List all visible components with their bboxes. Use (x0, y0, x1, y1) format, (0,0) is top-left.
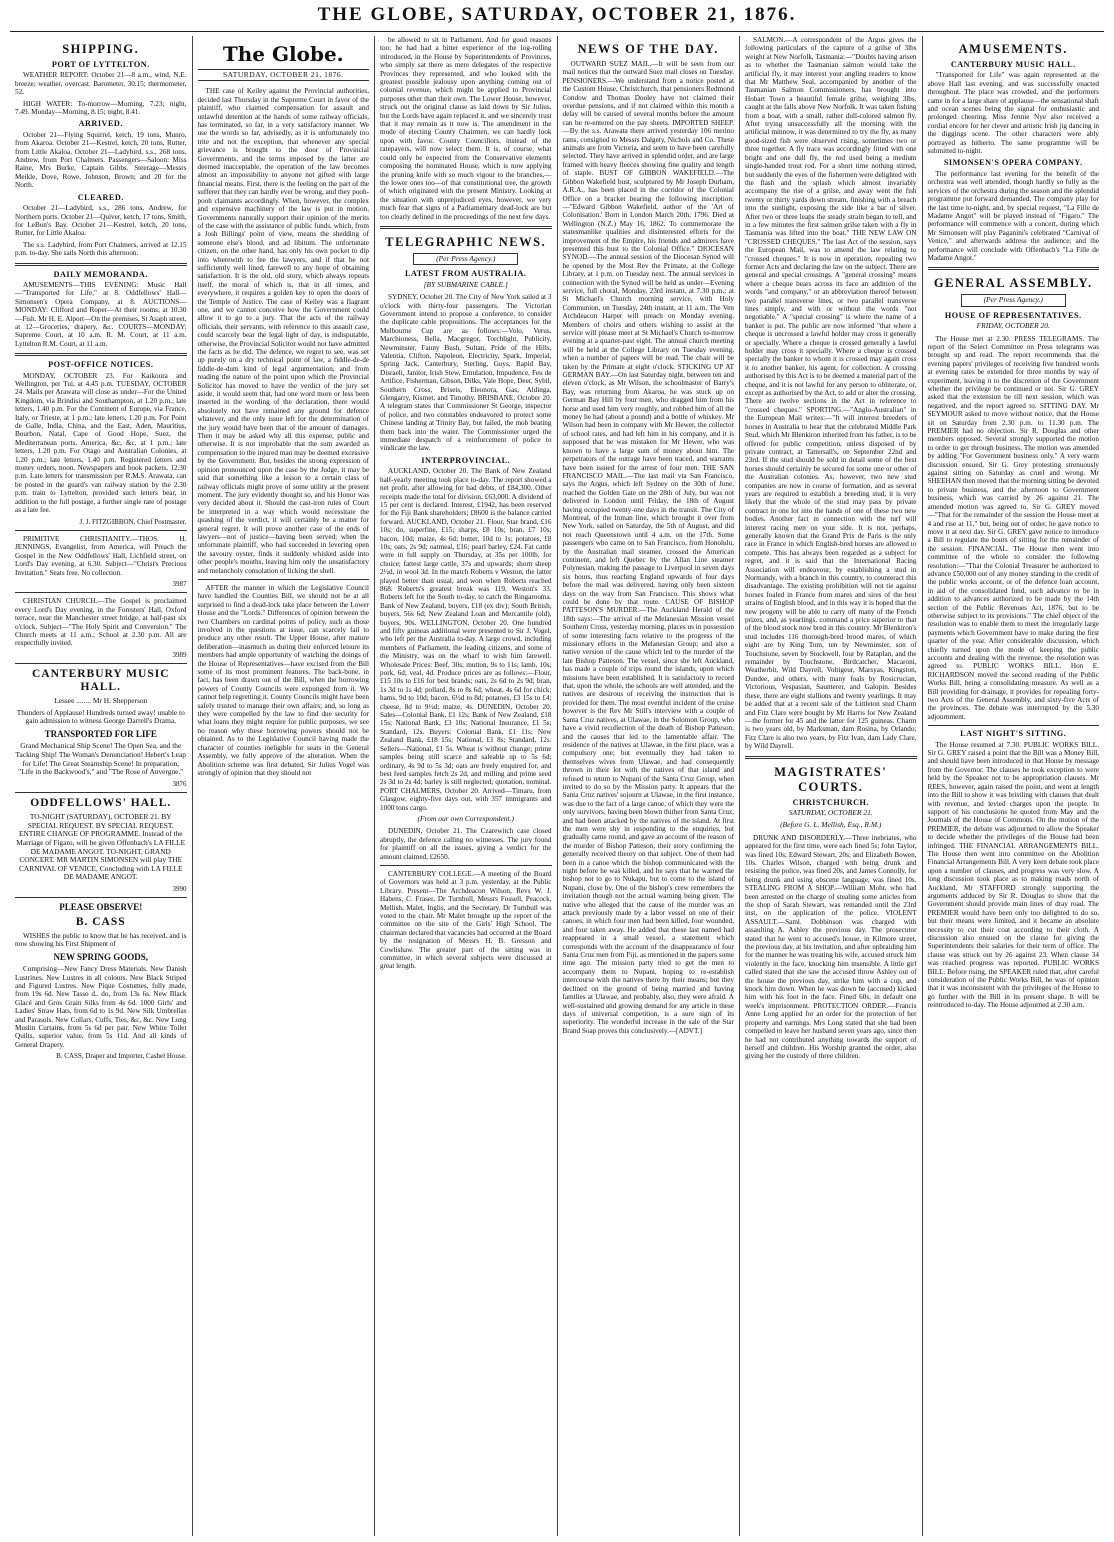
cass-goods: NEW SPRING GOODS, (53, 951, 149, 962)
column-news (558, 36, 741, 1536)
correspondent-label: (From our own Correspondent.) (417, 813, 515, 823)
port-heading: PORT OF LYTTELTON. (51, 60, 150, 69)
telegraphic-heading: TELEGRAPHIC NEWS. (385, 234, 547, 249)
last-sitting-body: The House resumed at 7.30. PUBLIC WORKS BILL. Sir G. GREY raised a point that the Bill was a Money Bill, and should have been introduced in that House by message from the Governor. The clauses he took exception to were held by the Speaker not to be appropriation clauses. Mr REES, however, again raised the point, and went at length into the Bill to show it was bristling with clauses that dealt with revenue, and levied charges upon the people. In support of his conclusions he quoted from May and the Journals of the House of Commons. On the motion of the PREMIER, the debate was adjourned to allow the Speaker to decide whether the privileges of the House had been infringed. THE FINANCIAL ARRANGEMENTS BILL. The House then went into committee on the Abolition Financial Arrangements Bill. A very keen debate took place upon a number of clauses, and progress was very slow. A long discussion took place as to making roads north of Auckland, Mr STAFFORD strongly supporting the arguments adduced by Sir R. Douglas to show that the Government should provide main lines of dray road. The PREMIER would have been only too delighted to do so, but their means were limited, and it became an absolute necessity to cut their coat according to their cloth. A discussion also ensued on the clause for giving the Superintendents their salaries for their term of office. The clause was struck out by 26 against 23. When clause 34 was reached progress was reported. PUBLIC WORKS BILL. Before rising, the SPEAKER ruled that, after careful consideration of the Public Works Bill, he was of opinion that it was inconsistent with the privileges of the House to go further with the Bill in its present shape. It will be reintroduced to-day. The House adjourned at 2.30 a.m. (927, 740, 1099, 1010)
postmaster-signature: J. J. FITZGIBBON, Chief Postmaster. (79, 517, 187, 526)
interprovincial-heading: INTERPROVINCIAL. (421, 455, 511, 465)
music-hall-lessee: Lessee ........ Mr H. Shepperson (54, 696, 148, 706)
column-shipping (10, 36, 193, 1536)
magistrates-heading: MAGISTRATES' COURTS. (774, 764, 888, 794)
news-body: OUTWARD SUEZ MAIL.—It will be seen from our mail notices that the outward Suez mail closes on Tuesday. PENSIONERS.—We understand from a notice posted at the Custom House, Christchurch, that pensioners Redmond Condow and Thomas Dooley have not claimed their overdue pensions, and if not claimed within this month a delay will be caused of several months before the amount can be re-entered on the pay sheets. IMPORTED SHEEP.—By the s.s. Arawata there arrived yesterday 106 merino rams, consigned to Messrs Dalgety, Nichols and Co. These animals are from Victoria, and seem to have been carefully selected. They have arrived in splendid order, and are large framed with heavy fleeces showing fine quality and length of staple. BUST OF GIBBON WAKEFIELD.—The Gibbon Wakefield bust, sculptured by Mr Joseph Durham, A.R.A., has been placed in the corridor of the Colonial Office on a bracket bearing the following inscription:—"Edward Gibbon Wakefield, author of the 'Art of Colonisation.' Born in London March 20th, 1796. Died at Wellington (N.Z.) May 16, 1862. To commemorate the statesmanlike qualities and disinterested efforts for the improvement of the Empire, his friends and admirers have presented this bust to the Colonial Office." DIOCESAN SYNOD.—The annual session of the Diocesan Synod will be opened by the Most Rev the Primate, at the College Library, at 1 p.m. on Tuesday next. The annual services in connection with the Synod will be held as under—Evening service, full choral, Monday, 23rd instant, at 7.30 p.m.; at St Michael's Church morning service, with Holy Communion, on Tuesday, 24th instant, at 11 a.m. The Ven Archdeacon Harper will preach on Monday evening. Members of choirs and others wishing to assist at the service will please meet at St Michael's Church to-morrow evening at a quarter-past eight. The annual church meeting will be held at the College Library on Tuesday evening, when a number of papers will be read. The chair will be taken by the Primate at eight o'clock. STICKING UP AT GERMAN BAY.—On last Saturday night, between ten and eleven o'clock, as Mr Wilson, the schoolmaster of Barry's Bay, was returning from Akaroa, he was stuck up on German Bay Hill by four men, who dragged him from his horse and used him very roughly, and robbed him of all the money he had (about a pound) and a bottle of whiskey. Mr Wilson had been in company with Mr Hewer, the collector of school rates, and had left him in his company, and it is supposed that he was mistaken for Mr Hewer, who was known to have a large sum of money about him. The perpetrators of the outrage have been traced, and warrants have been issued for the arrest of four men. THE SAN FRANCISCO MAIL.—The last mail via San Francisco, says the Argus, which left Sydney on the 30th of June, reached the Golden Gate on the 28th of July, but was not delivered in London until Friday, the 18th of August having occupied twenty-one days in the transit. The City of Montreal, of the Inman line, which brought it over from New York, sailed on Saturday, the 5th of August, and did not reach Queenstown until 4 a.m. on the 17th. Some passengers who came on to San Francisco, from Honolulu, by the Australian mail steamer, crossed the American continent, and left Quebec by the Allan Line steamer Polynesian, making the passage to Liverpool in seven days six hours, thus reaching England upwards of four days before the mail was delivered, having only been sixteen days on the way from San Francisco. This shows what could be done by that route. CAUSE OF BISHOP PATTESON'S MURDER.—The Auckland Herald of the 18th says:—The arrival of the Melanesian Mission vessel Southern Cross, yesterday morning, places us in possession of some interesting facts relative to the progress of the missionary efforts in the Melanesian Group; and also a native version of the cause which led to the murder of the late Bishop Patteson. The vessel, since she left Auckland, has made a couple of trips round the islands, upon which missions have been established. It is satisfactory to record that, upon the whole, the schools are well attended, and the natives are desirous of receiving the instruction that is provided for them. The most eventful incident of the cruise however is the Rev Mr Still's interview with a couple of Santa Cruz natives, at Ulawae, in the Solomon Group, who have a vivid recollection of the death of Bishop Patteson, and the causes that led to the lamentable affair. The residence of the natives at Ulawae, in the first place, was a compulsory one; but eventually they had taken to themselves wives from Ulawae, and had consequently thrown in their lot with the natives of that island and refused to return to Nupani of the Santa Cruz Group, when invited to do so by the Mission party. It appears that the Santa Cruz natives' sojourn at Ulawae, in the first instance, was due to the fact of a large canoe, of which they were the only survivors, having been blown thither from Santa Cruz, and had been attacked by the natives of the island. At first the men were shy in responding to the enquiries, but gradually came round, and gave an account of the reason of the murder of Bishop Patteson, their story confirming the generally received theory on that subject. One of them had been in a canoe which the bishop communicated with the night before he was killed, and he says that he warned the bishop not to go to Nukapu, but to come to the island of Nupani, close by. One of the bishop's crew remembers the invitation though not the actual warning being given. The native who alleged that the cause of the murder was an attack previously made by a labor vessel on one of their canoes, in which four men had been killed, four wounded, and four taken away. He added that these last named had reappeared in a small vessel, a statement which corresponds with the account of the disappearance of four Santa Cruz men from Fiji, as mentioned in the papers some time ago. The mission party tried to get the men to accompany them to Nupani, hoping to re-establish intercourse with the natives there by their means; but they declined on the ground of being married and having families at Ulawae, and probably, also, they were afraid. A well-sustained and growing demand for any article in these days of universal competition, is a sure sign of its superiority. The wonderful increase in the sale of the Star Brand Soap proves this conclusively.—[ADVT.] (562, 60, 734, 1035)
cleared-heading: CLEARED. (77, 192, 124, 202)
court-body: DRUNK AND DISORDERLY.—Three inebriates, who appeared for the first time, were each fined 5s; John Taylor, was fined 10s; Edward Stewart, 20s; and Elizabeth Bowen, 10s. Charles Wilson, charged with being drunk and resisting the police, was fined 20s, and James Connolly, for being drunk and using obscene language, was fined 10s. STEALING FROM A SHOP.—William Mohr, who had been arrested on the charge of stealing some articles from the shop of Sarah Stewart, was remanded until the 23rd inst, on the application of the police. VIOLENT ASSAULT.—Saml. Dobbinson was charged with assaulting A. Ashley the previous day. The prosecutor stated that he went to accused's house, in Kilmore street, the previous day, at his invitation, and after upbraiding him for the manner he was treating his wife, accused struck him violently in the face, knocking him insensible. A little girl called stated that she saw the accused throw Ashley out of the house the previous day, strike him with a cup, and knock him down. When he was down he (accused) kicked him with his foot in the face. Fined 60s, in default one week's imprisonment. PROTECTION ORDER.—Francis Anne Long applied for an order for the protection of her property and earnings. Mrs Long stated that she had been compelled to leave her husband seven years ago, since then he had not contributed anything towards the support of herself and children. His Worship granted the order, also giving her the custody of three children. (745, 833, 917, 1061)
cass-title: B. CASS (75, 915, 126, 928)
editorial-keiley: THE case of Keiley against the Provincial authorities, decided last Thursday in the Supreme Court in favor of the plaintiff, who claimed compensation for assault and unlawful detention at the hands of some railway officials, has terminated, so far, in a very satisfactory manner. We use the words so far, advisedly, as it is unfortunately too trite and not the exception, that whenever any special grievance is brought to the door of Provincial Governments, and the terms imposed by the latter are deemed inacceptable, the operation of the law becomes almost an impossibility to anyone not gifted with large financial means. First, there is the feeling on the part of the sufferer that they can hardly ever be wrong, and they pooh-pooh claimants accordingly. When, however, the complex and expensive machinery of the law is put in motion, Governments naturally support their opinion of the merits of the case with the assistance of public funds, which, from a Josh Billings' point of view, means the shedding of someone else's blood, and ad libitum. The unfortunate citizen, on the other hand, has only his own pocket to dip into wherewith to fee the lawyers, and if that be not sufficiently well lined, farewell to any hope of obtaining satisfaction. It is the old, old story, which always repeats itself, the moral of which is, that in all times, and everywhere, it requires a golden key to open the doors of the Temple of Justice. The case of Keiley was a flagrant one, and we cannot conceive how the Government could allow it to go to a jury. That the acts of the railway officials, their servants, with reference to this assault case, could scarcely bear the legal light of day, is indisputable, otherwise, the Provincial Solicitor would not have admitted the facts as he did. The defence, we regret to see, was set up purely on a dry technical point of law, a fiddle-de-de fiddle-de-dum kind of legal argumentation, and from reading the nature of the point upon which the Provincial Solicitor has moved to have the verdict of the jury set aside, it would seem that, had one word more or less been inserted in the wording of the declaration, there would absolutely not have remained any ground for defence whatever, and the only issue left for the determination of the jury would have been that of the amount of damages. Then it may be asked why all this expense, public and otherwise. It is not improbable that the sum awarded as compensation to the injured man may be deemed excessive by the Government. But, besides the strong expression of opinion pronounced upon the case by the Judge, it may be said that something like a lesson to a certain class of railway officials might prove of some utility at the present moment. The jury evidently thought so, and his Honor was very decided about it. Should the cast-iron rules of Court be interpreted in a way which would necessitate the quashing of the verdict, it will certainly be a matter for general regret. It will prove another case of the ends of lawyers—not of justice—having been served; when the unfortunate plaintiff, who had succeeded in levering open the savoury oyster, finds it suddenly whisked aside into other people's mouths, leaving him only the unsatisfactory and melancholy consolation of licking the shell. (197, 87, 369, 575)
cass-list: Comprising—New Fancy Dress Materials. New Danish Lustrines. New Lustres in all colours. New Black Striped and Figured Lustres. New Pique Costumes, fully made, from 19s 6d. New Tasso d.. do, from 13s 6s. New Black Glacé and Gros Grain Silks from 4s 6d. 1000 Girls' and Ladies' Straw Hats, from 6d to 1s 9d. New Silk Umbrellas and Parasols. New Collars, Cuffs, Ties, &c, &c. New Long Muslin Curtains, from 5s 6d per pair. New White Toilet Quilts, superior value, from 5s 11d. And all kinds of General Drapery. (15, 965, 187, 1049)
press-agency: (Per Press Agency.) (413, 253, 518, 265)
cleared-list: October 21—Ladybird, s.s., 286 tons, Andrew, for Northern ports. October 21—Quiver, ketch, 17 tons, Smith, for LeBon's Bay. October 21—Kestrel, ketch, 20 tons, Rutter, for Little Akaloa. (15, 204, 187, 238)
music-hall-ad-title: CANTERBURY MUSIC HALL. (31, 668, 170, 694)
post-office-heading: POST-OFFICE NOTICES. (48, 360, 154, 370)
news-heading: NEWS OF THE DAY. (577, 42, 719, 56)
column-assembly (923, 36, 1105, 1536)
arrived-list: October 21—Flying Squirrel, ketch, 19 tons, Munro, from Akaroa. October 21—Kestrel, ketch, 20 tons, Rutter, from Little Akaloa. October 21—Ladybird, s.s., 268 tons, Andrew, from Port Chalmers. Passengers—Saloon: Miss Raine, Mrs Burke, Captain Gibbs. Steerage—Messrs Meikle, Dove, Rowe, Johnson, Brown; and 20 for the North. (15, 130, 187, 190)
arrived-heading: ARRIVED. (78, 119, 123, 129)
editorial-continued: be allowed to sit in Parliament. And for good reasons too; he had had a bitter experience of the log-rolling introduced, in the House by Superintendents of Provinces, who simply sat there as mere delegates of the respective Provinces they represented, and who looked with the greatest possible jealousy upon anything coming out of colonial revenue, which might be applied to Provincial purposes other than their own. The Lower House, however, struck out the original clause as laid down by Sir Julius, but the Lords have again replaced it, and we sincerely trust that it may remain as it now is. The amendment in the mode of electing County Chairmen, we can hardly look upon with favor. County Councillors, instead of the ratepayers, will now select them. It is, of course, what could only be expected from the Conservative elements composing the nominated House, which is now applying the pruning knife with so much vigour to the branches,—the lower ones too—of that constitutional tree, the growth of which originated with the present Ministry. Looking at the situation with unprejudiced eyes, however, we very much fear that signs of a Parliamentary dead-lock are but too clearly defined in the proceedings of the next few days. (380, 36, 552, 221)
music-hall-scenes: Grand Mechanical Ship Scene! The Open Sea, and the Tacking Ship! The Woman's Denunciation! Hebert's Leap for Life! The Great Steamship Scene! In preparation, "Life in the Backwood's," and "The Rose of Auvergne." (15, 741, 186, 777)
interprovincial-news: AUCKLAND, October 20. The Bank of New Zealand half-yearly meeting took place to-day. The report showed a net profit, after allowing for bad debts, of £84,300. Other receipts made the total for division, £63,000. A dividend of 15 per cent is declared. Interest, £1942, has been reserved for the Fiji Bank shareholders; £8600 is the balance carried forward. AUCKLAND, October 21. Flour, Star brand, £16 10s; do, superfine, £15; sharps, £8 10s; bran, £7 10s; bacon, 10d; maize, 4s 6d; butter, 10d to 1s; potatoes, £8 10s; oats, 2s 9d; oatmeal, £16; pearl barley, £24. Fat cattle were in full supply on Thursday, at 35s per 100lb, for choice; fattest large cattle, 37s and upwards; shorn sheep 2½d, in wool 3d. In the match Roberts v Weston, the latter played better than usual, and won when Roberts reached 868. Roberts's greatest break was 119, Weston's 33. Roberts left for the South to-day, to catch the Ringarooma. Bank of New Zealand, buyers, £18 (ex div); South British, buyers, 56s 6d; New Zealand Loan and Mercantile (old), buyers, 90s. WELLINGTON, October 20. One hundred and fifty guineas additional were presented to Sir J. Vogel, who left per the Australia to-day. A large crowd, including members of Parliament, the leading citizens, and some of the Ministry, was on the wharf to wish him farewell. Wholesale Prices: Beef, 30s; mutton, 9s to 11s; lamb, 10s; pork, 6d; veal, 4d. Produce prices are as follows:—Flour, £15 10s to £16 for best brands; oats, 2s 6d to 2s 9d; bran, 1s 3d to 1s 4d; pollard, 8s to 8s 6d; wheat, 4s 6d for chick; hams, 9d to 10d; bacon, 6½d to 8d; potatoes, £3 15s to £4; cheese, 8d to 9½d; maize, 4s. DUNEDIN, October 20. Sales—Colonial Bank, £1 12s; Bank of New Zealand, £18 15s; National Bank, £3 10s; National Insurance, £1 5s; Standard, 12s. Buyers: Colonial Bank, £1 11s; New Zealand Bank, £18 15s; National, £1 8s; Standard, 12s. Sellers—National, £1 5s. Wheat is without change; prime samples being still scarce and saleable up to 5s 6d; ordinary, 4s 9d to 5s 3d; oats are freely enquired for, and best feed samples fetch 2s 2d, and milling and prime seed 2s 3d to 2s 4d; barley is still neglected; quotation, nominal. PORT CHALMERS, October 20. Arrived—Timaru, from Glasgow, eighty-five days out, with 357 immigrants and 1000 tons cargo. (380, 467, 552, 812)
assembly-agency: (Per Press Agency.) (961, 294, 1066, 306)
music-hall-review: "Transported for Life" was again represented at the above Hall last evening, and was successfully enacted throughout. The place was crowded, and the performers came in for a large share of applause—the sensational shaft and ocean scenes being the signal for enthusiastic and prolonged cheering. Miss Jennie Nye also received a cordial encore for her clever and artistic Irish jig dancing in the diggings scene. The other characters were ably portrayed as hitherto. The same programme will be submitted to-night. (927, 71, 1099, 156)
columns (10, 36, 1104, 1536)
australia-news: SYDNEY, October 20. The City of New York sailed at 3 o'clock with thirty-four passengers. The Victorian Government intend to propose a conference, to consider the duplicate cable propositions. The acceptances for the Melbourne Cup are as follows:—Volo, Verus, Marchioness, Bella, Macgregor, Torchlight, Publicity, Newminster, Fanny Bush, Sultan, Pride of the Hills, Valentia, Clifton, Napoleon, Electricity, Spark, Imperial, Spring Jack, Canterbury, Sterling, Guys, Rapid Bay, Disraeli, Janitor, Irish Stew, Emulation, Impudence, Feu de Artifice, Fisherman, Gibson, Dilks, Vale Hope, Deer, Sybil, Southern Cross, Briseis, Eleonora, Gas, Aldinga, Glengarry, Kismet, and Timothy. BRISBANE, October 20. A telegram states that Commissioner St George, inspector of police, and two constables endeavored to protect some Chinese landing at Trinity Bay, but failed, the mob beating them back into the water. The Commissioner urged the immediate despatch of a reinforcement of police to vindicate the law. (380, 293, 552, 453)
memoranda: AMUSEMENTS—THIS EVENING: Music Hall—"Transported for Life," at 8. Oddfellows' Hall—Simonsen's Opera Company, at 8. AUCTIONS—MONDAY: Clifford and Roper—At their rooms, at 10.30—Fish. Mr H. E. Alport—On the premises, St Asaph street, at 12—Groceries, drapery, &c. COURTS—MONDAY: Supreme Court, at 10 a.m. R. M. Court, at 11 a.m. Lyttelton R.M. Court, at 11 a.m. (15, 280, 187, 348)
ad-number: 3990 (172, 885, 187, 893)
post-office-notices: MONDAY, OCTOBER 23. For Kaikoura and Wellington, per Tui, at 4.45 p.m. TUESDAY, OCTOBER 24. Mails per Arawata will close as under—For the United Kingdom, via Brindisi and Southampton, at 1.20 p.m.; late letters, 1.40 p.m. For the Continent of Europe, via France, Italy, or Trieste, at 1 p.m.; late letters, 1.20 p.m. For Point de Galle, India, China, and the East, Aden, Mauritius, Bourbon, Natal, Cape of Good Hope, Suez, the Mediterranean ports, America, &c, &c, at 1 p.m.; late letters, 1.20 p.m. For Otago and Australian Colonies, at 1.20 p.m.; late letters, 1.40 p.m. Registered letters and money orders, noon. Newspapers and book packets, 12.30 p.m. Late letters for transmission per R.M.S. Arawata, can be posted in the guard's van railway station by the 2.30 p.m. train to Lyttelton, provided such letters bear, in addition to the full postage, a further single rate of postage as a late fee. (15, 371, 187, 515)
court-date: SATURDAY, OCTOBER 21. (788, 807, 873, 817)
memoranda-heading: DAILY MEMORANDA. (53, 269, 148, 279)
house-heading: HOUSE OF REPRESENTATIVES. (944, 310, 1082, 320)
ad-number: 3987 (172, 579, 187, 588)
weather-report: WEATHER REPORT: October 21—8 a.m., wind, N.E. breeze; weather, overcast. Barometer, 30.15; thermometer, 52. (15, 71, 187, 97)
shipping-heading: SHIPPING. (62, 42, 140, 56)
ad-number: 3876 (172, 779, 187, 788)
oddfellows-ad-title: ODDFELLOWS' HALL. (30, 797, 172, 810)
oddfellows-body: TO-NIGHT (SATURDAY), OCTOBER 21. BY SPECIAL REQUEST. BY SPECIAL REQUEST. ENTIRE CHANGE OF PROGRAMME. Instead of the Marriage of Figaro, will be given Offenbach's LA FILLE DE MADAME ANGOT. TO-NIGHT, GRAND CONCERT. MR MARTIN SIMONSEN will play THE CARNIVAL OF VENICE, Concluding with LA FILLE DE MADAME ANGOT. (16, 812, 186, 882)
music-hall-heading: CANTERBURY MUSIC HALL. (950, 60, 1076, 69)
globe-title: The Globe. (222, 42, 344, 66)
masthead: THE GLOBE, SATURDAY, OCTOBER 21, 1876. (10, 4, 1104, 32)
editorial-date: SATURDAY, OCTOBER 21, 1876. (198, 69, 370, 81)
cass-signature: B. CASS, Draper and Importer, Cashel House. (56, 1052, 187, 1061)
high-water: HIGH WATER: To-morrow—Morning, 7.23; night, 7.49. Monday—Morning, 8.15; night, 8.41. (15, 99, 187, 117)
last-sitting-heading: LAST NIGHT'S SITTING. (960, 729, 1067, 739)
correspondent-news: DUNEDIN, October 21. The Czarewitch case closed abruptly, the defence calling no witnesses. The jury found for plaintiff on all the issues, giving a verdict for the amount claimed, £2650. (380, 827, 552, 861)
music-hall-play: TRANSPORTED FOR LIFE (44, 728, 157, 739)
assembly-heading: GENERAL ASSEMBLY. (933, 276, 1093, 291)
simonsen-heading: SIMONSEN'S OPERA COMPANY. (943, 158, 1083, 168)
ad-number: 3989 (172, 650, 187, 659)
house-date: FRIDAY, OCTOBER 20. (976, 321, 1050, 331)
ladybird-note: The s.s. Ladybird, from Port Chalmers, arrived at 12.15 p.m. to-day. She sails North this afternoon. (15, 240, 187, 258)
house-body: The House met at 2.30. PRESS TELEGRAMS. The report of the Select Committee on Press telegrams was brought up and read. The report recommends that the evening papers' privileges of receiving five hundred words at evening rates be extended for three months by way of experiment, leaving it to the discretion of the Government whether the privilege be continued or not. Sir G. GREY asked that the extension be till next session, which was negatived, and the report agreed to. SITTING DAY. Mr SEYMOUR asked to move without notice, that the House sit on Saturday from 2.30 p.m. to 11.30 p.m. The PREMIER had no objection. Sir R. Douglas and other members opposed. Several strongly supported the motion to order to get through business. The motion was amended by adding "For Government business only." A very warm discussion ensued, Sir G. Grey protesting strenuously against sitting on Saturday as cruel and wrong. Mr SHEEHAN then moved that the morning sitting be devoted to private business, and the afternoon to Government business, which was carried by 26 against 21. The amended motion was agreed to. Sir G. GREY moved—"That for the remainder of the session the House meet at 4 and rise at 11," but, being out of order, he gave notice to move it at next day. Sir G. GREY gave notice to introduce a Bill to regulate the hours of sitting for the remainder of the session. FINANCIAL. The House then went into committee of the whole to consider the following resolution:—"That the Colonial Treasurer be authorized to advance £50,000 out of any money standing to the credit of the public works account, or of the defence loan account, in aid of the consolidated fund, such advance to be in addition to advances authorized to be made by the 14th section of the Public Revenues Act, 1876, but to be otherwise subject to its provisions." The chief object of the resolution was to enable them to meet the irregularly large payments which Government have to make during the first quarter of the year. After considerable discussion, which chiefly turned upon the mode of keeping the public accounts and dealing with the revenue, the resolution was agreed to. PUBLIC WORKS BILL. Hon E. RICHARDSON moved the second reading of the Public Works Bill, being a consolidating measure. As well as a Bill providing for drainage, it provides for repealing forty-two Acts of the General Assembly, and sixty-five Acts of the provinces. The debate was interrupted by the 5.30 adjournment. (927, 334, 1099, 721)
court-before: (Before G. L. Mellish, Esq., R.M.) (780, 820, 882, 830)
column-salmon-courts (740, 36, 923, 1536)
salmon-and-sporting: SALMON.—A correspondent of the Argus gives the following particulars of the capture of a grilse of 3lbs weight at New Norfolk, Tasmania:—"Doubts having arisen as to whether the Tasmanian salmon would take the artificial fly, it may interest your angling readers to know that Mr Matthew Seal, accompanied by another of the Tasmanian Salmon Commissioners, has brought into Hobart Town a beautiful female grilse, weighing 3lbs, caught at the falls above New Norfolk. It was taken fishing from a boat, with a small, rather dull-colored salmon fly. After trying unsuccessfully all the morning with the artificial minnow, it was determined to try the fly, as many good-sized fish were observed rising, sometimes two or three together. A fly trace was accordingly fitted with one bright and one dull fly, the rod used being a medium single-handed trout rod. For a short time nothing stirred, but suddenly the eyes of the fishermen were delighted with the flash and the splash which almost invariably accompany the rise of a grilse, and away went the fish twenty or thirty yards down stream, finishing with a breach into the sunlight, exposing the side like a bar of silver. After two or three leaps the steady strain began to tell, and in a few minutes the first salmon grilse taken with a fly in Tasmania was lifted into the boat." THE NEW LAW ON "CROSSED CHEQUES." The last Act of the session, says the European Mail, was to amend the law relating to "crossed cheques." It is now in operation, repealing two former Acts and declaring the law on the subject. There are general and special crossings. A "general crossing" means where a cheque bears across its face an addition of the words "and company," or an abbreviation thereof between two parallel transverse lines, or two parallel transverse lines simply, and with or without the words "not negotiable." A "special crossing" is where the name of a banker is put. The public are now informed "that where a cheque is uncrossed a lawful holder may cross it generally or specially. Where a cheque is crossed generally a lawful holder may cross it specially. Where a cheque is crossed specially the banker to whom it is crossed may again cross it to another banker, his agent, for collection. A crossing authorised by this Act is to be deemed a material part of the cheque, and it is not lawful for any person to obliterate, or, except as authorised by the Act, to add or alter the crossing. There are twelve sections in the Act in reference to "crossed cheques." SPORTING.—"Anglo-Australian" in the European Mail writes:—"It will interest breeders of horses in Australia to hear that the celebrated Middle Park Stud, which Mr Blenkiron inherited from his father, is to be offered for public competition, unless disposed of by private contract, at Tattersall's, on September 22nd and 23rd. If the stud should be sold in detail some of the best horses should certainly be secured for some one or other of the Australian colonies. As, however, two new stud companies are now in course of formation, and as several years are required to establish a breeding stud, it is very likely that the whole of the stud may pass by private contract in one lot into the hands of one of these two new bodies. Another fact in connection with the turf will interest racing men on your side. It is not, perhaps, generally known that the Grand Prix de Paris is the only race in France in which English-bred horses are allowed to compete. This has always been regarded as a subject for regret, and it is said that the International Racing Association will endeavour, by establishing a stud in Normandy, with a branch in this country, to counteract this disadvantage. The existing prohibition will not tie against horses foaled in France from mares and sires of the best strains of English blood, and in this way it is hoped that the new progeny will be able to carry off many of the French prizes, and, as yearlings, command a price superior to that of the blood stock now bred in this country. Mr Blenkiron's stud includes 116 thorough-bred brood mares, of which eight are by King Tom, ten by Newminster, son of Touchstone, seven by Stockwell, four by Rataplan, and the remainder by Touchstone, Birdcatcher, Macaroni, Weatherbit, Wild Dayrell, Voltigeur, Marsyas, Kingston, Dundee, and others, with many foals by Rosicrucian, Victorious, Vespasian, Saunterer, and Galopin. Besides these, there are eight stallions and twenty yearlings. It may be added that at a recent sale of the Littleton stud Charm and Fitz Clare were bought by Mr Harris for New Zealand—the former for 45 and the latter for 125 guineas. Charm is two years old, by Marksman, dam Rosina, by Orlando; Fitz Clare is also two years, by Fitz Ivan, dam Lady Clare, by Wild Dayrell. (745, 36, 917, 751)
christchurch-heading: CHRISTCHURCH. (792, 797, 869, 807)
christian-church-ad: CHRISTIAN CHURCH.—The Gospel is proclaimed every Lord's Day evening, in the Foresters' Hall, Oxford terrace, near the Manchester street bridge, at half-past six o'clock. Subject—"The Holy Spirit and Conversion." The Church meets at 11 a.m.; School at 2.30 p.m. All are respectfully invited. (15, 597, 187, 648)
column-editorial (193, 36, 376, 1536)
editorial-counties: AFTER the manner in which the Legislative Council have handled the Counties Bill, we should not be at all surprised to find a dead-lock take place between the Lower House and the "Lords." Differences of opinion between the two Chambers on cardinal points of policy, such as those involved in the questions at issue, can scarcely fail to produce any other result. The Upper House, after mature deliberation—inasmuch as during their enforced leisure its members had ample opportunity of watching the doings of the House of Representatives—have excised from the Bill some of its most prominent features. The back-bone, in fact, has been drawn out of the Bill, when the borrowing powers of County Councils were expunged from it. We cannot help regretting it. County Councils might have been safely trusted to manage their own affairs; and, so long as they were compelled by the law to find due security for what loans they might require for public purposes, we see no reason why these borrowing powers should not be obtained. As to the Legislative Council having made the character of counties ineligible for seats in the General Assembly, we fully approve of the alteration. When the Abolition scheme was first debated, Sir Julius Vogel was strongly of opinion that they should not (197, 583, 369, 777)
cass-body: WISHES the public to know that he has received, and is now showing his First Shipment of (15, 931, 187, 949)
column-telegraphic (375, 36, 558, 1536)
primitive-christianity-ad: PRIMITIVE CHRISTIANITY.—THOS. H. JENNINGS, Evangelist, from America, will Preach the Gospel in the New Oddfellows' Hall, Lichfield street, on Lord's Day evening, at 6.30. Subject—"Christ's Precious Invitation." Seats free. No collection. (15, 534, 187, 577)
simonsen-review: The performance last evening for the benefit of the orchestra was well attended, though hardly so fully as the services of the orchestra during the season and the splendid programme put forward demanded. The company play for the last time to-night, and, by special request, "La Fille de Madame Angot" will be played instead of "Figaro." The performance will commence with a concert, during which Mr Simonsen will play Paganini's celebrated "Carnival of Venice," and afterwards address the audience; and the performance will conclude with Offenbach's "La Fille de Madame Angot." (927, 169, 1099, 262)
canterbury-college: CANTERBURY COLLEGE.—A meeting of the Board of Governors was held at 3 p.m. yesterday, at the Public Library. Present—The Archdeacon Wilson, Revs W. J. Habens, C. Fraser, Dr Turnbull, Messrs Fossell, Peacock, Mellish, Malet, Inglis, and the Secretary. Dr Turnbull was voted to the chair. Mr Malet brought up the report of the committee on the site of the Girls' High School. The chairman declared that vacancies had occurred at the Board by the resignation of Messrs H. B. Gresson and Cowlishaw. The greater part of the sitting was in committee, in which several subjects were discussed at great length. (380, 869, 552, 971)
music-hall-body: Thunders of Applause! Hundreds turned away! unable to gain admission to witness George Darrell's Drama, (16, 707, 185, 726)
cable-label: [BY SUBMARINE CABLE.] (423, 279, 508, 289)
please-observe: PLEASE OBSERVE! (59, 902, 143, 913)
australia-heading: LATEST FROM AUSTRALIA. (405, 269, 527, 279)
amusements-heading: AMUSEMENTS. (958, 42, 1068, 56)
